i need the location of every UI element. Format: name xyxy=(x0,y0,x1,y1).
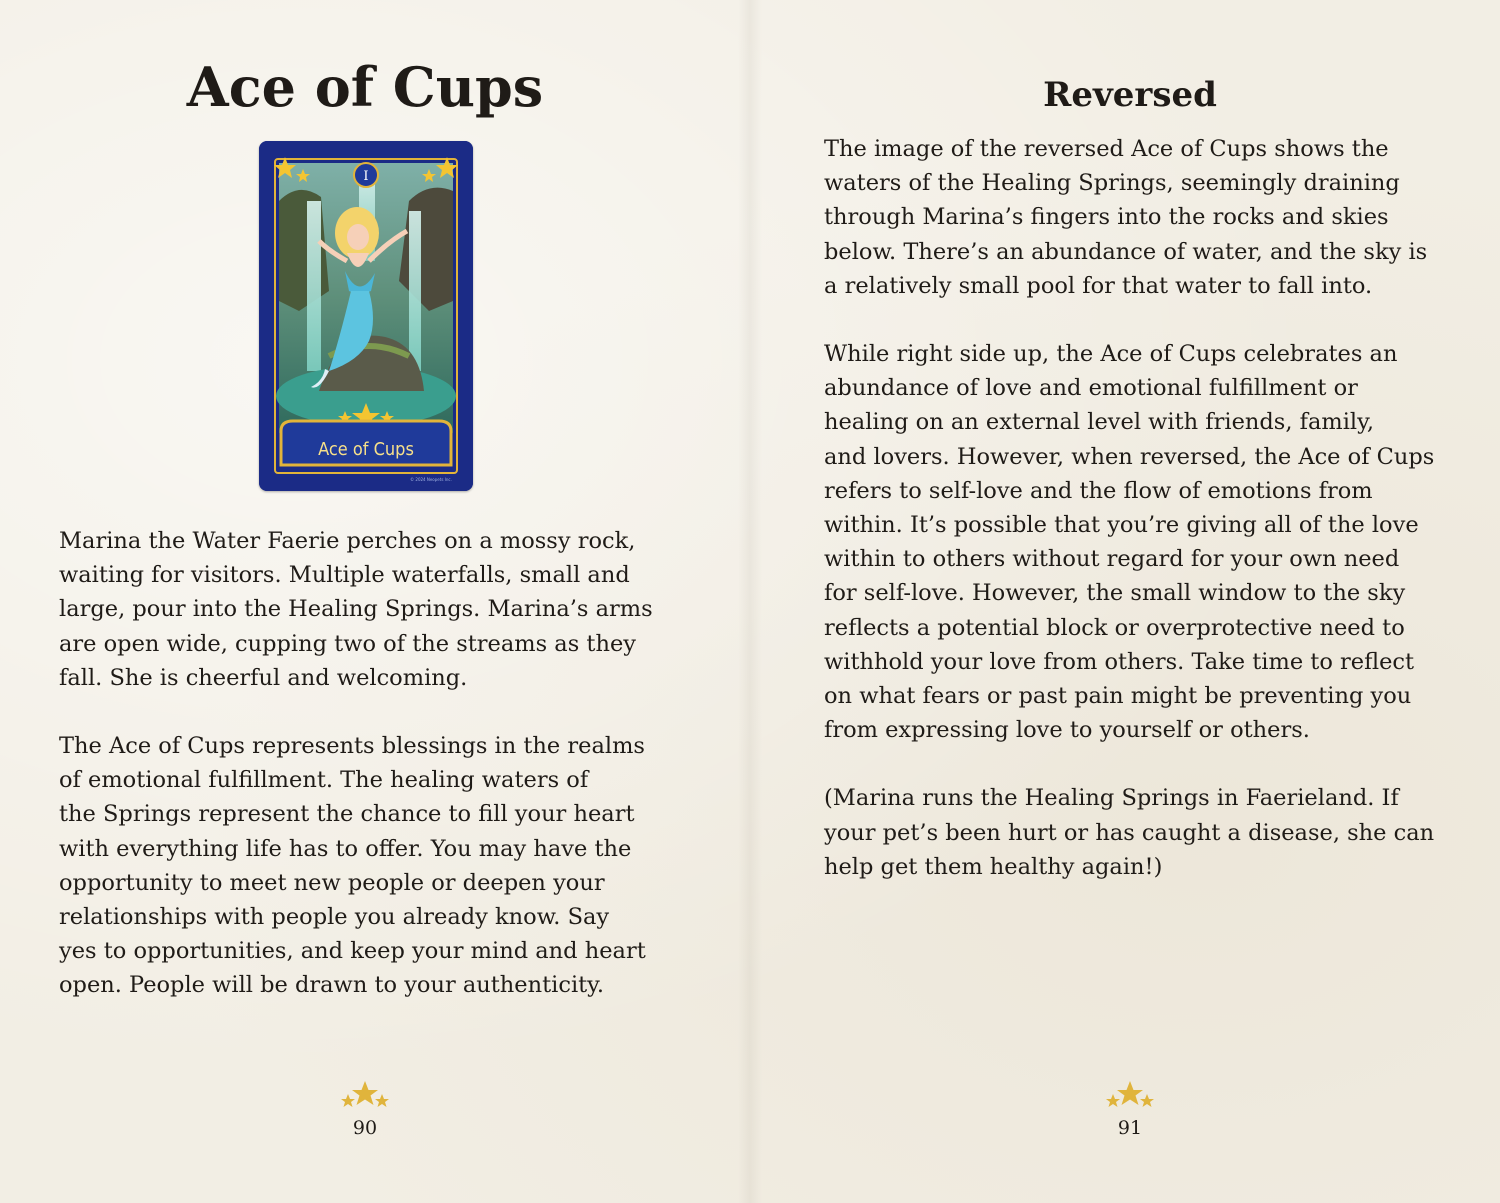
card-number: I xyxy=(363,169,369,184)
section-title: Reversed xyxy=(1043,75,1217,115)
card-copyright: © 2024 Neopets Inc. xyxy=(410,477,452,482)
paragraph: While right side up, the Ace of Cups celebrates an abundance of love and emotional fulfillment or healing on an external level with friends, family, and lovers. However, when reversed, the Ace of Cups refers to self-love and the flow of emotions from within. It’s possible that you’re giving all of the love within to others without regard for your own need for self-love. However, the small window to the sky reflects a potential block or overprotective need to withhold your love from others. Take time to reflect on what fears or past pain might be preventing you from expressing love to yourself or others. xyxy=(824,341,1435,744)
book-gutter xyxy=(738,0,762,1203)
right-footer xyxy=(1070,1080,1190,1140)
paragraph: The Ace of Cups represents blessings in the realms of emotional fulfillment. The healing waters of the Springs represent the chance to fill your heart with everything life has to offer. You may have the opportunity to meet new people or deepen your relationships with people you already know. Say yes to opportunities, and keep your mind and heart open. People will be drawn to your authenticity. xyxy=(59,733,646,999)
card-name: Ace of Cups xyxy=(318,439,414,460)
page-number: 90 xyxy=(352,1117,378,1139)
left-page xyxy=(0,0,740,1203)
right-body-text xyxy=(824,132,1454,918)
left-body-text xyxy=(59,524,679,1037)
three-stars-icon xyxy=(305,1080,425,1112)
paragraph: The image of the reversed Ace of Cups shows the waters of the Healing Springs, seemingly draining through Marina’s fingers into the rocks and skies below. There’s an abundance of water, and the sky is a relatively small pool for that water to fall into. xyxy=(824,136,1428,299)
page-title: Ace of Cups xyxy=(186,55,544,119)
paragraph: (Marina runs the Healing Springs in Faerieland. If your pet’s been hurt or has caught a disease, she can help get them healthy again!) xyxy=(824,785,1435,880)
right-page xyxy=(760,0,1500,1203)
left-footer xyxy=(305,1080,425,1140)
three-stars-icon xyxy=(1070,1080,1190,1112)
tarot-card-image xyxy=(259,141,473,491)
page-number: 91 xyxy=(1117,1117,1143,1139)
paragraph: Marina the Water Faerie perches on a mossy rock, waiting for visitors. Multiple waterfalls, small and large, pour into the Healing Springs. Marina’s arms are open wide, cupping two of the streams as they fall. She is cheerful and welcoming. xyxy=(59,528,653,691)
